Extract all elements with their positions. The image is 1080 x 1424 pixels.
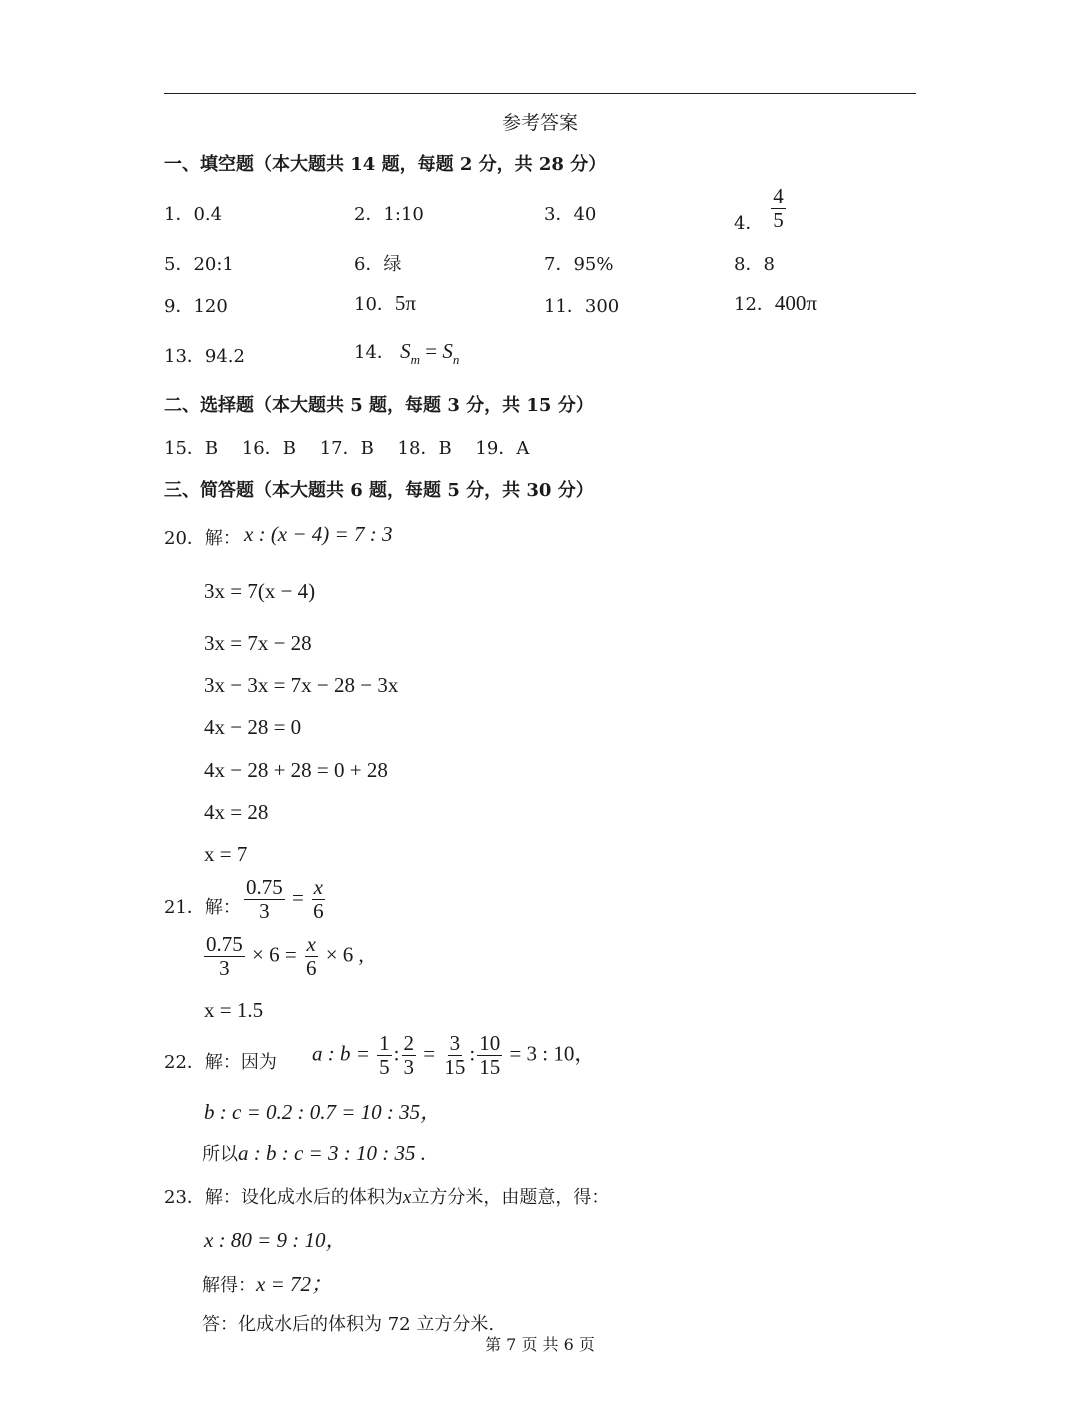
q23-var: x — [402, 1187, 412, 1208]
answer-14 — [354, 338, 460, 367]
answer-11: 11．300 — [544, 296, 620, 317]
q21-l2-frac-b-num: x — [306, 932, 316, 956]
q22-l3-prefix: 所以 — [202, 1144, 238, 1165]
section-heading-short-answer: 三、简答题（本大题共 6 题，每题 5 分，共 30 分） — [164, 480, 594, 501]
q21-l2-frac-a-num: 0.75 — [206, 932, 243, 956]
q20-line-6: 4x = 28 — [204, 800, 269, 824]
answer-12-label: 12． — [734, 294, 775, 315]
q22-label: 22．解：因为 — [164, 1052, 277, 1073]
q22-f4-num: 10 — [479, 1031, 501, 1055]
answer-13: 13．94.2 — [164, 346, 245, 367]
q21-l2-frac-a-den: 3 — [219, 956, 230, 981]
answer-12 — [734, 290, 817, 316]
q21-frac-b-num: x — [313, 875, 323, 899]
answer-4-label: 4． — [734, 212, 764, 234]
answer-2: 2．1:10 — [354, 204, 424, 225]
q20-line-7: x = 7 — [204, 842, 248, 866]
q21-equals: = — [292, 885, 304, 910]
choice-answers: 15．B 16．B 17．B 18．B 19．A — [164, 438, 530, 459]
answer-9: 9．120 — [164, 296, 228, 317]
q20-line-3: 3x − 3x = 7x − 28 − 3x — [204, 673, 399, 697]
q21-times6b: × 6 , — [325, 942, 364, 967]
answer-3: 3．40 — [544, 204, 597, 225]
q21-frac-a-den: 3 — [259, 899, 270, 924]
q21-frac-a-num: 0.75 — [246, 875, 283, 899]
fraction-denominator: 5 — [773, 208, 784, 233]
q21-frac-b-den: 6 — [313, 899, 324, 924]
answer-14-sub-m: m — [410, 352, 421, 367]
answer-6: 6．绿 — [354, 254, 402, 275]
q22-f1-num: 1 — [379, 1031, 390, 1055]
q21-times6: × 6 = — [252, 942, 297, 967]
answer-4-fraction — [771, 185, 786, 232]
answer-4 — [734, 185, 788, 232]
answer-5: 5．20:1 — [164, 254, 234, 275]
q22-equals: = — [423, 1041, 436, 1066]
answer-14-equals: = — [420, 339, 443, 363]
q22-tail: = 3 : 10， — [509, 1041, 596, 1066]
page-title: 参考答案 — [501, 112, 578, 134]
answer-10-label: 10． — [354, 294, 395, 315]
q22-line-1 — [312, 1032, 595, 1079]
fraction-numerator: 4 — [773, 184, 784, 208]
q23-l3-prefix: 解得： — [202, 1275, 256, 1296]
top-rule — [164, 93, 916, 94]
q23-line-2: x : 80 = 9 : 10， — [204, 1228, 347, 1252]
q23-rest: 立方分米，由题意，得： — [411, 1187, 610, 1208]
q22-f1-den: 5 — [379, 1055, 390, 1080]
answer-14-sub-n: n — [452, 352, 460, 367]
answer-7: 7．95% — [544, 254, 614, 275]
q20-line-4: 4x − 28 = 0 — [204, 715, 302, 739]
q22-l3-math: a : b : c = 3 : 10 : 35 . — [238, 1141, 426, 1165]
q21-line-2 — [202, 933, 364, 980]
answer-12-value: 400π — [774, 291, 818, 315]
answer-14-label: 14． — [354, 342, 395, 363]
q22-line-2: b : c = 0.2 : 0.7 = 10 : 35， — [204, 1100, 442, 1124]
q22-f2-num: 2 — [403, 1031, 415, 1055]
q21-line-1 — [242, 876, 328, 923]
q22-colon-2: : — [469, 1041, 476, 1066]
page-footer: 第 7 页 共 6 页 — [485, 1335, 595, 1354]
section-heading-choice: 二、选择题（本大题共 5 题，每题 3 分，共 15 分） — [164, 395, 594, 416]
answer-10-value: 5π — [394, 291, 417, 315]
q20-line-0: x : (x − 4) = 7 : 3 — [244, 522, 393, 546]
q22-f4-den: 15 — [479, 1055, 501, 1080]
q23-l3-math: x = 72； — [256, 1272, 332, 1296]
answer-10 — [354, 290, 416, 316]
q20-line-2: 3x = 7x − 28 — [204, 631, 312, 655]
q23-line-3 — [202, 1268, 332, 1298]
q22-f3-den: 15 — [444, 1055, 466, 1080]
q23-line-4: 答：化成水后的体积为 72 立方分米. — [202, 1314, 495, 1335]
q23-line-1 — [164, 1183, 609, 1209]
q23-label: 23．解：设化成水后的体积为 — [164, 1187, 403, 1208]
section-heading-fill: 一、填空题（本大题共 14 题，每题 2 分，共 28 分） — [164, 154, 607, 175]
q22-f3-num: 3 — [449, 1031, 461, 1055]
q20-label: 20．解： — [164, 528, 241, 549]
q22-f2-den: 3 — [403, 1055, 415, 1080]
q22-line-3 — [202, 1140, 426, 1166]
answer-14-S2: S — [442, 339, 453, 363]
answer-14-S1: S — [400, 339, 411, 363]
q21-l2-frac-b-den: 6 — [305, 956, 317, 981]
q22-colon-1: : — [393, 1041, 400, 1066]
answer-1: 1．0.4 — [164, 204, 223, 225]
q21-label: 21．解： — [164, 897, 241, 918]
q20-line-5: 4x − 28 + 28 = 0 + 28 — [204, 758, 388, 782]
q22-ab: a : b = — [312, 1041, 370, 1066]
answer-8: 8．8 — [734, 254, 775, 275]
q21-line-3: x = 1.5 — [204, 998, 264, 1022]
q20-line-1: 3x = 7(x − 4) — [204, 579, 316, 603]
